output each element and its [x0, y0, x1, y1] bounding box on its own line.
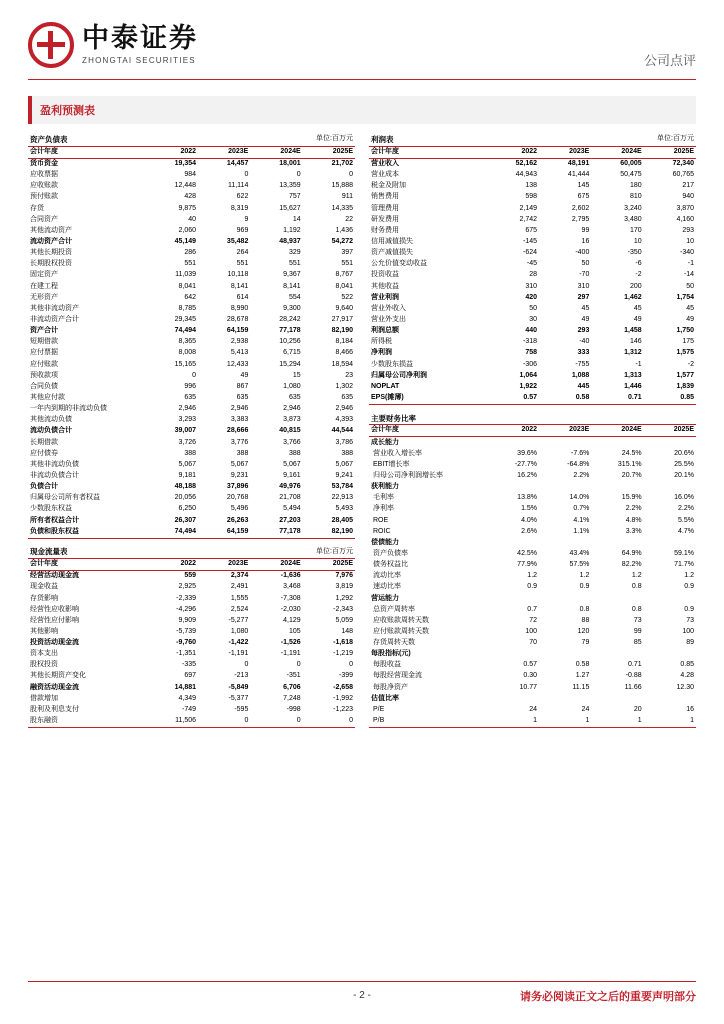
table-row: 股权投资 -335 0 0 0 [30, 661, 353, 669]
table-row: EPS(摊薄) 0.57 0.58 0.71 0.85 [369, 393, 696, 405]
right-column [369, 134, 696, 728]
table-row: 负债和股东权益 74,494 64,159 77,178 82,190 [28, 527, 355, 539]
table-row: 销售费用 598 675 810 940 [371, 193, 694, 201]
col-head-2025e: 2025E [303, 146, 355, 158]
col-head-2025e: 2025E [644, 146, 696, 158]
table-row: 公允价值变动收益 -45 50 -6 -1 [371, 260, 694, 268]
table-row: 信用减值损失 -145 16 10 10 [371, 238, 694, 245]
table-row: 应收账款 12,448 11,114 13,359 15,888 [30, 182, 353, 190]
income-statement-title: 利润表 [369, 134, 487, 146]
table-row: 借款增加 4,349 -5,377 7,248 -1,992 [30, 694, 353, 702]
col-head-2025e: 2025E [303, 558, 355, 570]
table-row: 净利率 1.5% 0.7% 2.2% 2.2% [373, 505, 694, 513]
table-row: 存货周转天数 70 79 85 89 [373, 639, 694, 647]
table-row: 经营性应收影响 -4,296 2,524 -2,030 -2,343 [30, 605, 353, 613]
balance-sheet-unit: 单位:百万元 [146, 134, 355, 146]
table-row: 其他非流动负债 5,067 5,067 5,067 5,067 [30, 460, 353, 468]
table-row: 少数股东权益 6,250 5,496 5,494 5,493 [30, 505, 353, 513]
table-row: 货币资金 19,354 14,457 18,001 21,702 [30, 160, 353, 168]
table-row: 其他长期资产变化 697 -213 -351 -399 [30, 672, 353, 680]
table-row: 利润总额 440 293 1,458 1,750 [371, 327, 694, 335]
table-row: 每股净资产 10.77 11.15 11.66 12.30 [373, 683, 694, 691]
table-title-row [28, 134, 355, 146]
table-row: 应付账款周转天数 100 120 99 100 [373, 627, 694, 635]
table-row: 归属母公司净利润 1,064 1,088 1,313 1,577 [371, 371, 694, 379]
table-row: 资产减值损失 -624 -400 -350 -340 [371, 249, 694, 257]
table-row: 合同负债 996 867 1,080 1,302 [30, 382, 353, 390]
table-row: 所有者权益合计 26,307 26,263 27,203 28,405 [30, 516, 353, 524]
table-title-row [28, 546, 355, 558]
table-row: 无形资产 642 614 554 522 [30, 293, 353, 301]
col-head-2023e: 2023E [198, 558, 250, 570]
income-statement-unit: 单位:百万元 [487, 134, 696, 146]
table-row: 经营性应付影响 9,909 -5,277 4,129 5,059 [30, 616, 353, 624]
table-row: 其他收益 310 310 200 50 [371, 282, 694, 290]
table-row: 长期借款 3,726 3,776 3,766 3,786 [30, 438, 353, 446]
key-ratios-title: 主要财务比率 [369, 413, 696, 425]
col-head-2023e: 2023E [198, 146, 250, 158]
table-row: 营业成本 44,943 41,444 50,475 60,765 [371, 171, 694, 179]
table-row: 存货影响 -2,339 1,555 -7,308 1,292 [30, 594, 353, 602]
header-divider [28, 79, 696, 80]
table-row: 经营活动现金流 559 2,374 -1,636 7,976 [30, 572, 353, 580]
table-row: 合同资产 40 9 14 22 [30, 215, 353, 223]
table-row: 营业收入增长率 39.6% -7.6% 24.5% 20.6% [373, 449, 694, 457]
table-row: 其他影响 -5,739 1,080 105 148 [30, 627, 353, 635]
col-head-2022: 2022 [487, 425, 539, 437]
col-head-2024e: 2024E [250, 558, 302, 570]
table-row: 流动资产合计 45,149 35,482 48,937 54,272 [30, 238, 353, 245]
col-head-2024e: 2024E [250, 146, 302, 158]
table-row: 每股收益 0.57 0.58 0.71 0.85 [373, 661, 694, 669]
table-row: 税金及附加 138 145 180 217 [371, 182, 694, 190]
table-row: 资本支出 -1,351 -1,191 -1,191 -1,219 [30, 650, 353, 658]
table-row: 负债合计 48,188 37,896 49,976 53,784 [30, 483, 353, 491]
cash-flow-title: 现金流量表 [28, 546, 146, 558]
section-title: 盈利预测表 [40, 105, 95, 117]
table-row: 存货 9,875 8,319 15,627 14,335 [30, 204, 353, 212]
table-row: 一年内到期的非流动负债 2,946 2,946 2,946 2,946 [30, 405, 353, 413]
table-row: ROE 4.0% 4.1% 4.8% 5.5% [373, 516, 694, 524]
brand-logo [28, 22, 198, 68]
col-head-2022: 2022 [146, 146, 198, 158]
table-row: 应付账款 15,165 12,433 15,294 18,594 [30, 360, 353, 368]
table-row: P/E 24 24 20 16 [373, 705, 694, 713]
table-row: 其他非流动资产 8,785 8,990 9,300 9,640 [30, 304, 353, 312]
table-row: 速动比率 0.9 0.9 0.8 0.9 [373, 583, 694, 591]
ratio-group-heading: 偿债能力 [371, 538, 399, 546]
zhongtai-logo-icon [28, 22, 74, 68]
table-row: 非流动负债合计 9,181 9,231 9,161 9,241 [30, 471, 353, 479]
col-head-2024e: 2024E [591, 425, 643, 437]
table-row: 股利及利息支付 -749 -595 -998 -1,223 [30, 705, 353, 713]
cash-flow-header [28, 558, 355, 570]
footer-disclaimer: 请务必阅读正文之后的重要声明部分 [520, 991, 696, 1003]
income-statement-table [369, 134, 696, 413]
table-row: 长期股权投资 551 551 551 551 [30, 260, 353, 268]
ratio-group-heading: 获利能力 [371, 483, 399, 491]
balance-sheet-title: 资产负债表 [28, 134, 146, 146]
table-row: 流动比率 1.2 1.2 1.2 1.2 [373, 572, 694, 580]
table-row: 资产合计 74,494 64,159 77,178 82,190 [30, 327, 353, 335]
table-row: 营业外收入 50 45 45 45 [371, 304, 694, 312]
table-row: 投资收益 28 -70 -2 -14 [371, 271, 694, 279]
ratio-group-heading: 营运能力 [371, 594, 399, 602]
table-row: 债务权益比 77.9% 57.5% 82.2% 71.7% [373, 561, 694, 569]
financial-tables [28, 134, 696, 728]
table-row: 股东融资 11,506 0 0 0 [28, 716, 355, 728]
table-row: 应收账款周转天数 72 88 73 73 [373, 616, 694, 624]
table-row: 净利润 758 333 1,312 1,575 [371, 349, 694, 357]
table-row: 在建工程 8,041 8,141 8,141 8,041 [30, 282, 353, 290]
table-row: 少数股东损益 -306 -755 -1 -2 [371, 360, 694, 368]
section-title-bar [28, 96, 696, 124]
col-head-year: 会计年度 [369, 425, 487, 437]
table-row: 流动负债合计 39,007 28,666 40,815 44,544 [30, 427, 353, 435]
page-number: - 2 - [353, 990, 371, 1001]
table-row: 其他流动负债 3,293 3,383 3,873 4,393 [30, 416, 353, 424]
col-head-year: 会计年度 [28, 146, 146, 158]
table-row: 毛利率 13.8% 14.0% 15.9% 16.0% [373, 494, 694, 502]
page-footer [28, 981, 696, 1004]
table-row: 财务费用 675 99 170 293 [371, 226, 694, 234]
table-row: 其他流动资产 2,060 969 1,192 1,436 [30, 226, 353, 234]
col-head-2023e: 2023E [539, 425, 591, 437]
table-row: 总资产周转率 0.7 0.8 0.8 0.9 [373, 605, 694, 613]
table-row: 非流动资产合计 29,345 28,678 28,242 27,917 [30, 315, 353, 323]
cash-flow-unit: 单位:百万元 [146, 546, 355, 558]
table-row: 短期借款 8,365 2,938 10,256 8,184 [30, 338, 353, 346]
table-row: 融资活动现金流 14,881 -5,849 6,706 -2,658 [30, 683, 353, 691]
table-row: 归属母公司所有者权益 20,056 20,768 21,708 22,913 [30, 494, 353, 502]
ratio-group-heading: 成长能力 [371, 438, 399, 446]
balance-sheet-table [28, 134, 355, 546]
table-row: 营业收入 52,162 48,191 60,005 72,340 [371, 160, 694, 168]
table-row: 应付票据 8,008 5,413 6,715 8,466 [30, 349, 353, 357]
table-row: P/B 1 1 1 1 [369, 716, 696, 728]
table-row: NOPLAT 1,922 445 1,446 1,839 [371, 382, 694, 390]
cash-flow-table [28, 546, 355, 728]
brand-name-cn: 中泰证券 [82, 23, 198, 53]
table-row: 预收款项 0 49 15 23 [30, 371, 353, 379]
table-row: 其他长期投资 286 264 329 397 [30, 249, 353, 257]
table-row: 每股经营现金流 0.30 1.27 -0.88 4.28 [373, 672, 694, 680]
left-column [28, 134, 355, 728]
table-title-row [369, 413, 696, 425]
table-row: 固定资产 11,039 10,118 9,367 8,767 [30, 271, 353, 279]
income-statement-header [369, 146, 696, 158]
key-ratios-header [369, 425, 696, 437]
col-head-2024e: 2024E [591, 146, 643, 158]
key-ratios-table [369, 413, 696, 729]
table-row: 资产负债率 42.5% 43.4% 64.9% 59.1% [373, 549, 694, 557]
col-head-2022: 2022 [146, 558, 198, 570]
page-header [28, 0, 696, 69]
table-row: 应收票据 984 0 0 0 [30, 171, 353, 179]
ratio-group-heading: 每股指标(元) [371, 650, 411, 658]
table-row: 营业外支出 30 49 49 49 [371, 315, 694, 323]
table-row: 现金收益 2,925 2,491 3,468 3,819 [30, 583, 353, 591]
table-row: 研发费用 2,742 2,795 3,480 4,160 [371, 215, 694, 223]
table-row: 所得税 -318 -40 146 175 [371, 338, 694, 346]
col-head-2023e: 2023E [539, 146, 591, 158]
table-row: ROIC 2.6% 1.1% 3.3% 4.7% [373, 527, 694, 535]
document-type-label: 公司点评 [643, 53, 696, 68]
col-head-year: 会计年度 [28, 558, 146, 570]
col-head-2025e: 2025E [644, 425, 696, 437]
col-head-year: 会计年度 [369, 146, 487, 158]
table-row: 投资活动现金流 -9,760 -1,422 -1,526 -1,618 [30, 639, 353, 647]
brand-name-en: ZHONGTAI SECURITIES [82, 56, 196, 65]
table-title-row [369, 134, 696, 146]
table-row: EBIT增长率 -27.7% -64.8% 315.1% 25.5% [373, 460, 694, 468]
table-row: 预付账款 428 622 757 911 [30, 193, 353, 201]
balance-sheet-header [28, 146, 355, 158]
table-row: 其他应付款 635 635 635 635 [30, 393, 353, 401]
col-head-2022: 2022 [487, 146, 539, 158]
ratio-group-heading: 估值比率 [371, 694, 399, 702]
table-row: 归母公司净利润增长率 16.2% 2.2% 20.7% 20.1% [373, 471, 694, 479]
table-row: 营业利润 420 297 1,462 1,754 [371, 293, 694, 301]
table-row: 应付债券 388 388 388 388 [30, 449, 353, 457]
table-row: 管理费用 2,149 2,602 3,240 3,870 [371, 204, 694, 212]
